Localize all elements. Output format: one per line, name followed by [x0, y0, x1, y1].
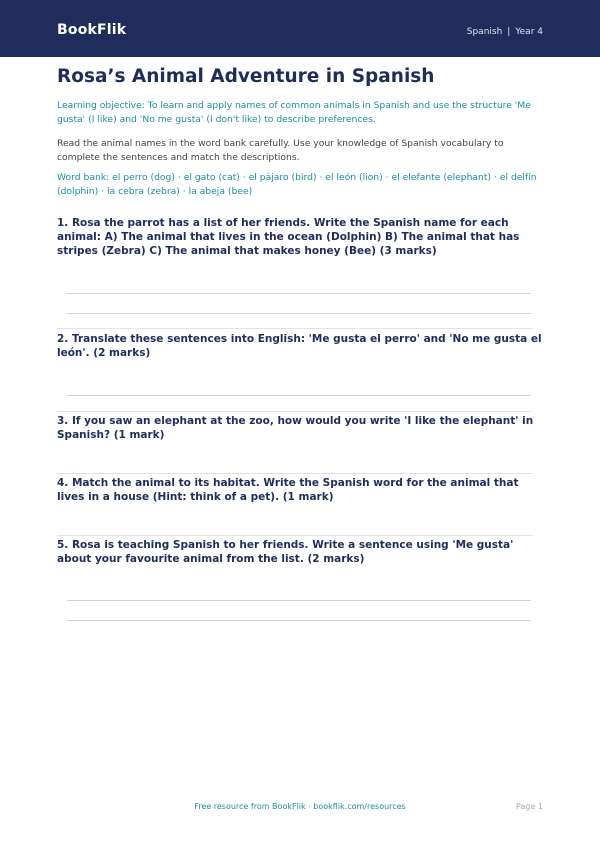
answer-line[interactable]	[67, 293, 531, 294]
subject-year	[467, 27, 543, 37]
answer-line[interactable]	[67, 600, 531, 601]
section-divider	[57, 411, 533, 412]
section-divider	[57, 328, 533, 329]
year-label: Year 4	[515, 27, 543, 37]
answer-line[interactable]	[67, 313, 531, 314]
answer-line[interactable]	[67, 620, 531, 621]
meta-separator: |	[507, 27, 511, 37]
worksheet-title: Rosa’s Animal Adventure in Spanish	[57, 66, 435, 87]
header-bar	[0, 0, 600, 57]
answer-line[interactable]	[67, 395, 531, 396]
question-1: 1. Rosa the parrot has a list of her friends. Write the Spanish name for each animal: A) The animal that lives in the ocean (Dolphin) B) The animal that has stripes (Zebra) C) The animal that makes honey (Bee) (3 marks)	[57, 217, 520, 257]
section-divider	[57, 535, 533, 536]
subject-label: Spanish	[466, 27, 503, 37]
brand-logo: BookFlik	[57, 22, 127, 38]
question-4: 4. Match the animal to its habitat. Write the Spanish word for the animal that lives in a house (Hint: think of a pet). (1 mark)	[57, 477, 519, 503]
section-divider	[57, 473, 533, 474]
question-3: 3. If you saw an elephant at the zoo, how would you write 'I like the elephant' in Spanish? (1 mark)	[57, 415, 534, 441]
question-2: 2. Translate these sentences into English: 'Me gusta el perro' and 'No me gusta el león'. (2 marks)	[57, 333, 542, 359]
page-number: Page 1	[516, 802, 543, 811]
learning-objective: Learning objective: To learn and apply names of common animals in Spanish and use the structure 'Me gusta' (I like) and 'No me gusta' (I don't like) to describe preferences.	[57, 100, 531, 125]
word-bank: Word bank: el perro (dog) · el gato (cat) · el pájaro (bird) · el león (lion) · el elefante (elephant) · el delfín (dolphin) · la cebra (zebra) · la abeja (bee)	[57, 172, 537, 197]
footer-resource-link[interactable]: Free resource from BookFlik · bookflik.com/resources	[194, 802, 406, 811]
instructions: Read the animal names in the word bank carefully. Use your knowledge of Spanish vocabulary to complete the sentences and match the descriptions.	[57, 138, 504, 163]
question-5: 5. Rosa is teaching Spanish to her friends. Write a sentence using 'Me gusta' about your favourite animal from the list. (2 marks)	[57, 539, 514, 565]
